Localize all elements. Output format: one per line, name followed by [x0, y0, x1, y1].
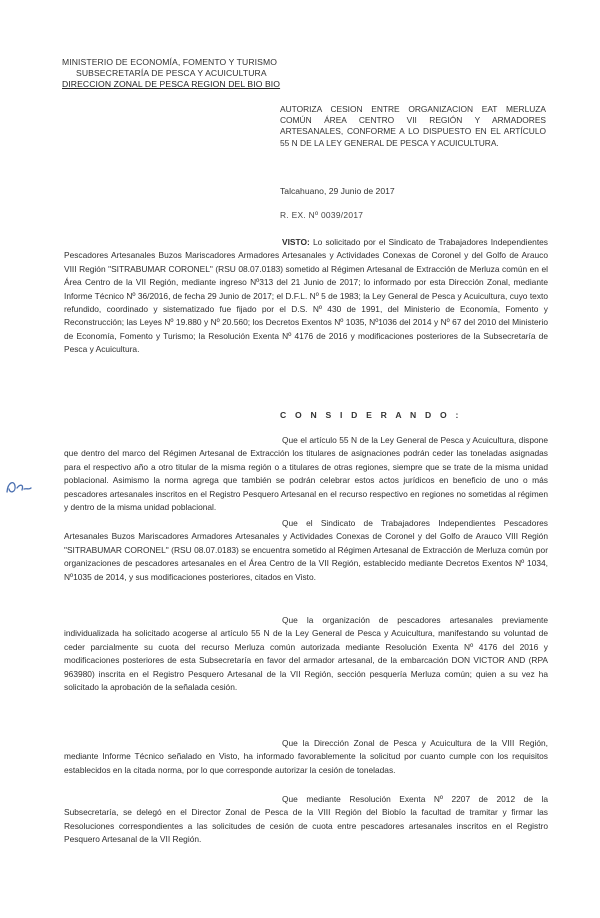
resolution-subject: AUTORIZA CESION ENTRE ORGANIZACION EAT MERLUZA COMÚN ÁREA CENTRO VII REGIÓN Y ARMADORES ARTESANALES, CONFORME A LO DISPUESTO EN EL ARTÍCULO 55 N DE LA LEY GENERAL DE PESCA Y ACUICULTURA. [280, 104, 546, 148]
letterhead [62, 57, 280, 90]
considerando-1: Que el artículo 55 N de la Ley General de Pesca y Acuicultura, dispone que dentro del marco del Régimen Artesanal de Extracción los titulares de asignaciones podrán ceder las toneladas asignadas para el respectivo año a otro titular de la misma región o a titulares de otras regiones, siempre que se trate de la misma unidad poblacional. Asimismo la norma agrega que también se podrán celebrar estos actos jurídicos en beneficio de uno o más pescadores artesanales inscritos en el Registro Pesquero Artesanal en el recurso respectivo en regiones no sometidas al régimen y dentro de la misma unidad poblacional. [64, 435, 548, 513]
visto-paragraph [64, 236, 548, 357]
considerando-4: Que la Dirección Zonal de Pesca y Acuicultura de la VIII Región, mediante Informe Técnico señalado en Visto, ha informado favorablemente la solicitud por cuanto cumple con los requisitos establecidos en la citada norma, por lo que corresponde autorizar la cesión de toneladas. [64, 738, 548, 775]
zonal-office-name: DIRECCION ZONAL DE PESCA REGION DEL BIO BIO [62, 79, 281, 89]
considerando-2: Que el Sindicato de Trabajadores Independientes Pescadores Artesanales Buzos Mariscadores Armadores Artesanales y Actividades Conexas de Coronel y del Golfo de Arauco VIII Región "SITRABUMAR CORONEL" (RSU 08.07.0183) se encuentra sometido al Régimen Artesanal de Extracción de Merluza común por organizaciones de pescadores artesanales en el Área Centro de la VII Región, establecido mediante Decretos Exentos Nº 1034, Nº1035 de 2014, y sus modificaciones posteriores, citados en Visto. [64, 518, 548, 582]
considerando-heading: C O N S I D E R A N D O : [280, 410, 462, 420]
handwritten-initials [4, 476, 34, 498]
place-and-date: Talcahuano, 29 Junio de 2017 [280, 186, 395, 196]
ministry-name: MINISTERIO DE ECONOMÍA, FOMENTO Y TURISMO [62, 57, 277, 67]
considerando-5: Que mediante Resolución Exenta Nº 2207 de 2012 de la Subsecretaría, se delegó en el Director Zonal de Pesca de la VIII Región del Biobío la facultad de tramitar y firmar las Resoluciones correspondientes a las solicitudes de cesión de cuota entre pescadores artesanales inscritos en el Registro Pesquero Artesanal de la VII Región. [64, 794, 548, 845]
considerando-3: Que la organización de pescadores artesanales previamente individualizada ha solicitado acogerse al artículo 55 N de la Ley General de Pesca y Acuicultura, manifestando su voluntad de ceder parcialmente su cuota del recurso Merluza común autorizada mediante Resolución Exenta Nº 4176 del 2016 y modificaciones posteriores de esta Subsecretaría en favor del armador artesanal, de la embarcación DON VICTOR AND (RPA 963980) inscrita en el Registro Pesquero Artesanal de la VII Región, sección pesquería Merluza común; quien a su vez ha solicitado la aprobación de la señalada cesión. [64, 615, 548, 693]
undersecretary-name: SUBSECRETARÍA DE PESCA Y ACUICULTURA [76, 68, 267, 78]
visto-text: Lo solicitado por el Sindicato de Trabajadores Independientes Pescadores Artesanales Buzos Mariscadores Armadores Artesanales y Actividades Conexas de Coronel y del Golfo de Arauco VIII Región "SITRABUMAR CORONEL" (RSU 08.07.0183) sometido al Régimen Artesanal de Extracción de Merluza común en el Área Centro de la VII Región, mediante ingreso Nº313 del 21 Junio de 2017; lo informado por esta Dirección Zonal, mediante Informe Técnico Nº 36/2016, de fecha 29 Junio de 2017; el D.F.L. Nº 5 de 1983; la Ley General de Pesca y Acuicultura, cuyo texto refundido, coordinado y sistematizado fue fijado por el D.S. Nº 430 de 1991, del Ministerio de Economía, Fomento y Reconstrucción; las Leyes Nº 19.880 y Nº 20.560; los Decretos Exentos Nº 1035, Nº1036 del 2014 y Nº 67 del 2010 del Ministerio de Economía, Fomento y Turismo; la Resolución Exenta Nº 4176 de 2016 y modificaciones posteriores de la Subsecretaría de Pesca y Acuicultura. [64, 237, 548, 355]
resolution-number: R. EX. Nº 0039/2017 [280, 210, 364, 220]
visto-lead: VISTO: [282, 237, 310, 247]
